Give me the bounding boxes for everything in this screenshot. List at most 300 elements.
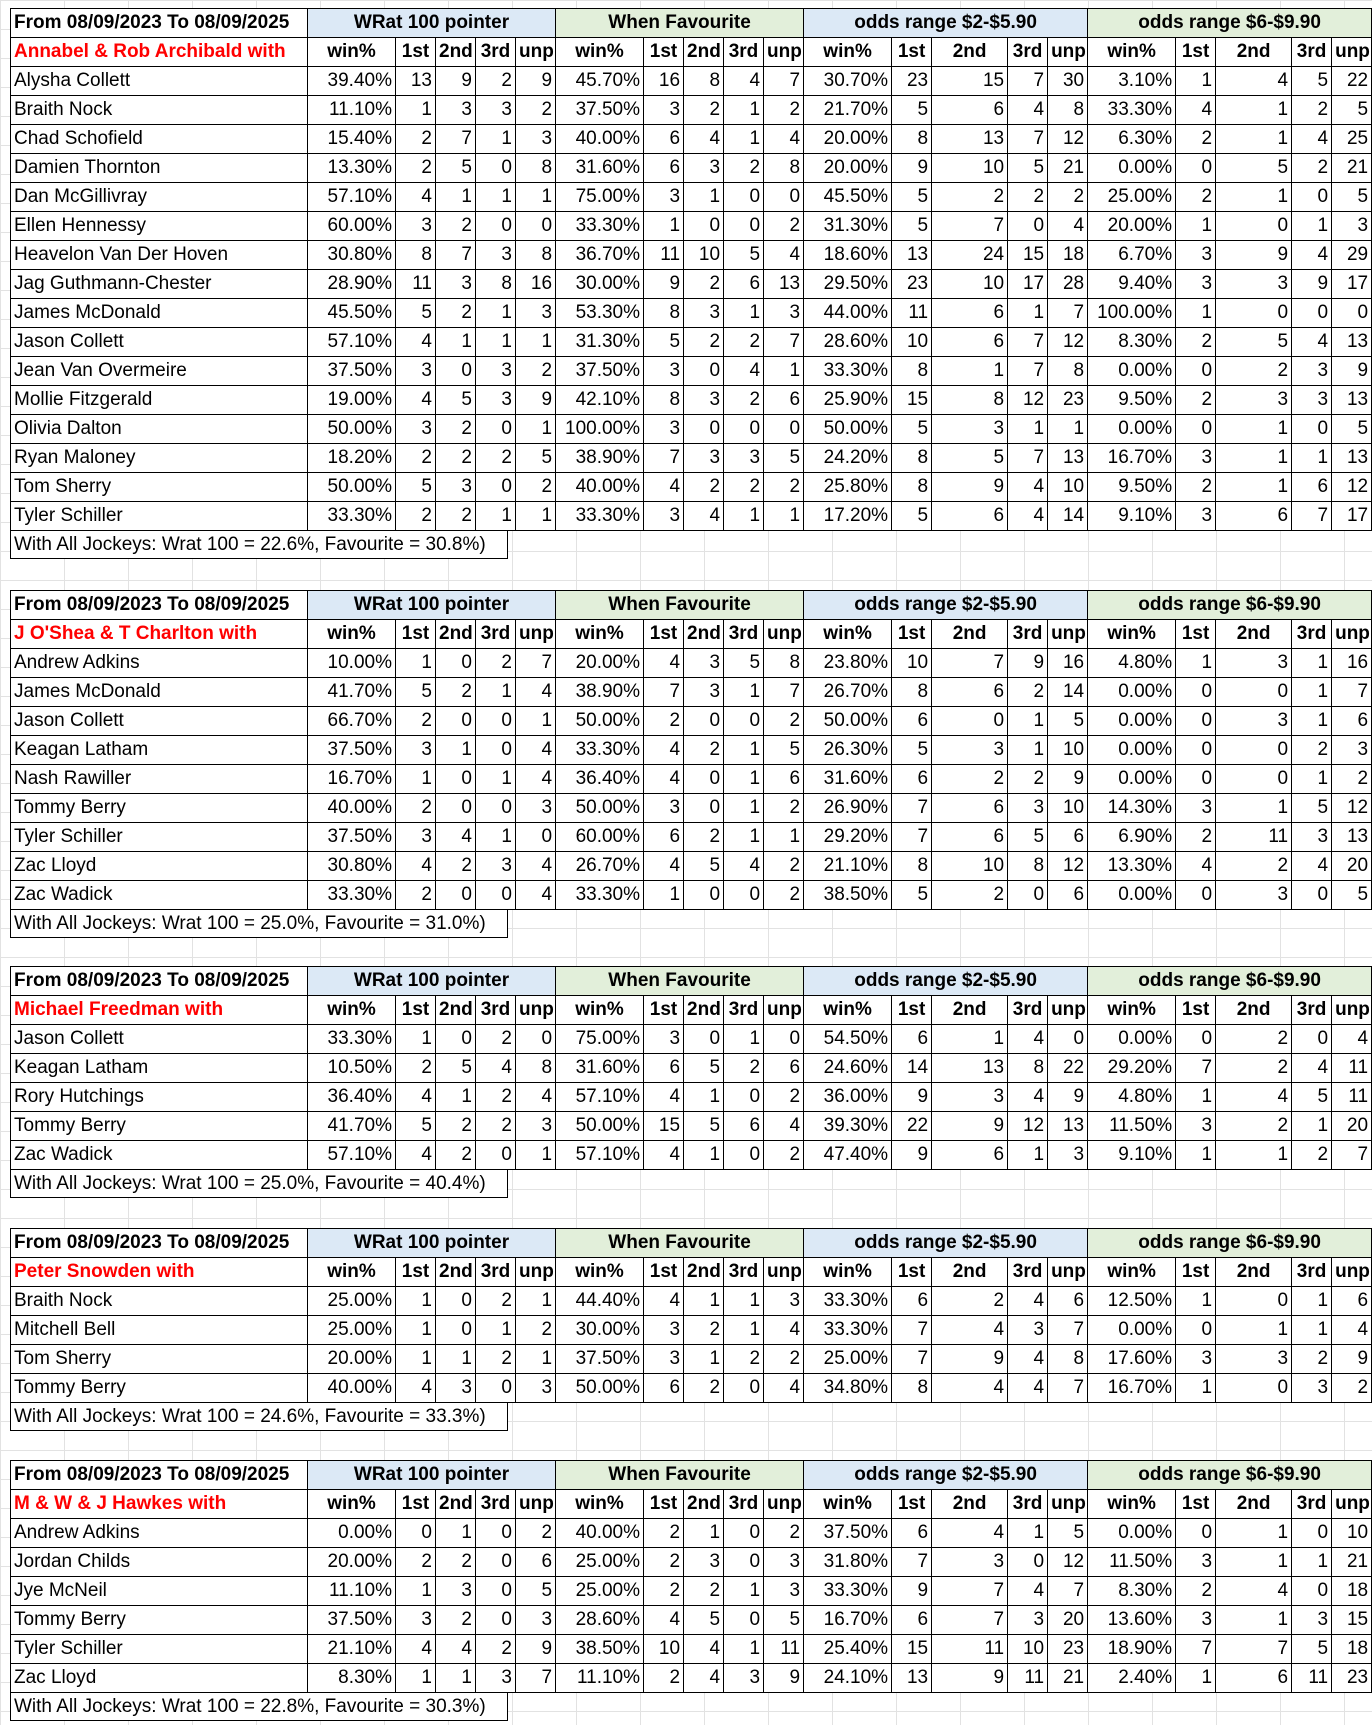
stat-cell: 4 — [396, 1141, 436, 1170]
stat-cell: 1 — [1008, 1519, 1048, 1548]
column-header: 2nd — [1216, 1490, 1292, 1519]
stat-cell: 0 — [476, 707, 516, 736]
stat-cell: 8 — [1008, 852, 1048, 881]
stat-cell: 3 — [1332, 736, 1372, 765]
stat-cell: 16.70% — [1088, 444, 1176, 473]
table-row — [11, 1374, 1372, 1403]
stat-cell: 9.40% — [1088, 270, 1176, 299]
stat-cell: 4 — [1048, 212, 1088, 241]
column-header: 2nd — [1216, 1258, 1292, 1287]
stat-cell: 24.60% — [804, 1054, 892, 1083]
stat-cell: 8 — [764, 649, 804, 678]
stat-cell: 4 — [396, 183, 436, 212]
stat-cell: 2 — [396, 502, 436, 531]
stat-cell: 13.30% — [308, 154, 396, 183]
stat-cell: 2 — [764, 1083, 804, 1112]
stat-cell: 1 — [476, 765, 516, 794]
stat-cell: 10.00% — [308, 649, 396, 678]
stat-cell: 1 — [724, 1577, 764, 1606]
trainer-jockey-table — [10, 590, 1372, 910]
table-row — [11, 183, 1372, 212]
stat-cell: 0 — [436, 1316, 476, 1345]
stat-cell: 0 — [684, 212, 724, 241]
stat-cell: 12 — [1008, 1112, 1048, 1141]
stat-cell: 2 — [396, 125, 436, 154]
stat-cell: 2 — [1332, 765, 1372, 794]
stat-cell: 4 — [724, 852, 764, 881]
jockey-name: Zac Lloyd — [11, 1664, 308, 1693]
stat-cell: 0 — [684, 881, 724, 910]
column-header: 2nd — [436, 38, 476, 67]
stat-cell: 5 — [396, 678, 436, 707]
stat-cell: 20.00% — [804, 125, 892, 154]
stat-cell: 0 — [476, 1577, 516, 1606]
column-header: 1st — [396, 620, 436, 649]
stat-cell: 1 — [436, 1519, 476, 1548]
stat-cell: 37.50% — [556, 1345, 644, 1374]
stat-cell: 0 — [764, 183, 804, 212]
table-row — [11, 1577, 1372, 1606]
all-jockeys-summary: With All Jockeys: Wrat 100 = 22.6%, Favourite = 30.8%) — [10, 531, 508, 559]
stat-cell: 0 — [476, 736, 516, 765]
stat-cell: 3 — [396, 823, 436, 852]
stat-cell: 1 — [724, 678, 764, 707]
stat-cell: 11 — [396, 270, 436, 299]
odds-range-low-header: odds range $2-$5.90 — [804, 967, 1088, 996]
stat-cell: 3 — [516, 299, 556, 328]
stat-cell: 26.30% — [804, 736, 892, 765]
stat-cell: 3 — [684, 1548, 724, 1577]
stat-cell: 3 — [436, 96, 476, 125]
stat-cell: 0 — [516, 1025, 556, 1054]
stat-cell: 26.70% — [804, 678, 892, 707]
stat-cell: 8.30% — [1088, 1577, 1176, 1606]
all-jockeys-summary: With All Jockeys: Wrat 100 = 25.0%, Favourite = 31.0%) — [10, 910, 508, 938]
stat-cell: 4 — [644, 1083, 684, 1112]
trainer-table-block — [10, 1460, 1372, 1721]
stat-cell: 0 — [1292, 1577, 1332, 1606]
stat-cell: 2 — [932, 765, 1008, 794]
stat-cell: 2 — [764, 881, 804, 910]
stat-cell: 12 — [1048, 125, 1088, 154]
stat-cell: 1 — [1176, 1664, 1216, 1693]
stat-cell: 8 — [764, 154, 804, 183]
column-header: 3rd — [724, 996, 764, 1025]
stat-cell: 4 — [1008, 1083, 1048, 1112]
stat-cell: 4 — [396, 386, 436, 415]
stat-cell: 0 — [1176, 1025, 1216, 1054]
stat-cell: 28.90% — [308, 270, 396, 299]
stat-cell: 0 — [1048, 1025, 1088, 1054]
stat-cell: 41.70% — [308, 678, 396, 707]
stat-cell: 2 — [436, 212, 476, 241]
stat-cell: 0 — [684, 765, 724, 794]
trainer-jockey-table — [10, 1460, 1372, 1693]
column-header: win% — [308, 1490, 396, 1519]
stat-cell: 11 — [644, 241, 684, 270]
table-row — [11, 1025, 1372, 1054]
stat-cell: 50.00% — [556, 1112, 644, 1141]
stat-cell: 6 — [724, 1112, 764, 1141]
stat-cell: 4 — [1216, 1577, 1292, 1606]
stat-cell: 6 — [892, 707, 932, 736]
odds-range-low-header: odds range $2-$5.90 — [804, 1461, 1088, 1490]
stat-cell: 2 — [436, 502, 476, 531]
table-row — [11, 1606, 1372, 1635]
trainer-name: M & W & J Hawkes with — [11, 1490, 308, 1519]
jockey-name: Jean Van Overmeire — [11, 357, 308, 386]
stat-cell: 0 — [436, 357, 476, 386]
stat-cell: 1 — [1216, 1548, 1292, 1577]
trainer-table-block — [10, 590, 1372, 938]
stat-cell: 1 — [644, 881, 684, 910]
stat-cell: 4 — [1008, 1287, 1048, 1316]
column-header: 2nd — [684, 1258, 724, 1287]
stat-cell: 10 — [892, 649, 932, 678]
stat-cell: 1 — [1292, 678, 1332, 707]
stat-cell: 8 — [892, 678, 932, 707]
stat-cell: 25 — [1332, 125, 1372, 154]
stat-cell: 2 — [1176, 473, 1216, 502]
stat-cell: 3 — [1216, 707, 1292, 736]
stat-cell: 9.10% — [1088, 502, 1176, 531]
stat-cell: 7 — [892, 1316, 932, 1345]
stat-cell: 0.00% — [1088, 1519, 1176, 1548]
stat-cell: 3 — [1292, 1374, 1332, 1403]
column-header: 1st — [396, 1490, 436, 1519]
trainer-table-block — [10, 8, 1372, 559]
column-header: unp — [1048, 620, 1088, 649]
column-header: unp — [516, 1258, 556, 1287]
column-header: 2nd — [1216, 996, 1292, 1025]
jockey-name: Alysha Collett — [11, 67, 308, 96]
stat-cell: 37.50% — [308, 736, 396, 765]
stat-cell: 11.10% — [308, 96, 396, 125]
stat-cell: 10 — [892, 328, 932, 357]
stat-cell: 6 — [932, 96, 1008, 125]
column-header: win% — [556, 1258, 644, 1287]
stat-cell: 11 — [1332, 1083, 1372, 1112]
table-row — [11, 386, 1372, 415]
stat-cell: 4 — [1332, 1025, 1372, 1054]
stat-cell: 4 — [1216, 67, 1292, 96]
stat-cell: 2 — [1176, 1577, 1216, 1606]
stat-cell: 1 — [1216, 444, 1292, 473]
stat-cell: 0 — [1216, 736, 1292, 765]
favourite-group-header: When Favourite — [556, 967, 804, 996]
trainer-table-block — [10, 1228, 1372, 1431]
stat-cell: 0 — [1216, 212, 1292, 241]
stat-cell: 6 — [764, 386, 804, 415]
stat-cell: 3 — [436, 270, 476, 299]
stat-cell: 3 — [764, 299, 804, 328]
table-row — [11, 1141, 1372, 1170]
stat-cell: 18 — [1048, 241, 1088, 270]
stat-cell: 7 — [1008, 125, 1048, 154]
stat-cell: 0 — [476, 415, 516, 444]
stat-cell: 16 — [644, 67, 684, 96]
stat-cell: 2 — [396, 881, 436, 910]
column-header: win% — [308, 1258, 396, 1287]
stat-cell: 4.80% — [1088, 1083, 1176, 1112]
stat-cell: 3 — [764, 1577, 804, 1606]
stat-cell: 7 — [932, 1577, 1008, 1606]
stat-cell: 3 — [1008, 1316, 1048, 1345]
column-header: unp — [1332, 38, 1372, 67]
stat-cell: 4 — [1292, 125, 1332, 154]
stat-cell: 1 — [436, 1345, 476, 1374]
stat-cell: 30.70% — [804, 67, 892, 96]
stat-cell: 1 — [684, 1141, 724, 1170]
subheader-row — [11, 1258, 1372, 1287]
stat-cell: 6 — [516, 1548, 556, 1577]
stat-cell: 1 — [724, 1635, 764, 1664]
column-header: 1st — [396, 38, 436, 67]
stat-cell: 37.50% — [308, 823, 396, 852]
header-row — [11, 591, 1372, 620]
stat-cell: 25.90% — [804, 386, 892, 415]
stat-cell: 3 — [644, 1345, 684, 1374]
stat-cell: 2 — [764, 473, 804, 502]
stat-cell: 1 — [1216, 125, 1292, 154]
column-header: 1st — [644, 38, 684, 67]
table-row — [11, 823, 1372, 852]
stat-cell: 33.30% — [1088, 96, 1176, 125]
stat-cell: 1 — [1292, 1112, 1332, 1141]
stat-cell: 0 — [1176, 1519, 1216, 1548]
stat-cell: 14 — [1048, 678, 1088, 707]
stat-cell: 2 — [1292, 1345, 1332, 1374]
stat-cell: 4 — [1008, 502, 1048, 531]
stat-cell: 0 — [684, 357, 724, 386]
stat-cell: 1 — [396, 1025, 436, 1054]
stat-cell: 2 — [396, 154, 436, 183]
stat-cell: 9 — [1008, 649, 1048, 678]
stat-cell: 2 — [1216, 1025, 1292, 1054]
favourite-group-header: When Favourite — [556, 9, 804, 38]
stat-cell: 1 — [396, 1345, 436, 1374]
stat-cell: 1 — [396, 1287, 436, 1316]
stat-cell: 7 — [1048, 1316, 1088, 1345]
stat-cell: 5 — [516, 444, 556, 473]
stat-cell: 45.50% — [804, 183, 892, 212]
stat-cell: 1 — [684, 183, 724, 212]
stat-cell: 0 — [724, 212, 764, 241]
stat-cell: 37.50% — [804, 1519, 892, 1548]
column-header: unp — [764, 1258, 804, 1287]
stat-cell: 5 — [1332, 881, 1372, 910]
stat-cell: 6 — [1048, 823, 1088, 852]
jockey-name: Zac Wadick — [11, 1141, 308, 1170]
stat-cell: 13 — [892, 1664, 932, 1693]
stat-cell: 4 — [684, 502, 724, 531]
table-row — [11, 154, 1372, 183]
jockey-name: Ryan Maloney — [11, 444, 308, 473]
stat-cell: 2 — [684, 736, 724, 765]
stat-cell: 3 — [396, 415, 436, 444]
stat-cell: 57.10% — [556, 1141, 644, 1170]
stat-cell: 5 — [1292, 794, 1332, 823]
date-range-label: From 08/09/2023 To 08/09/2025 — [11, 1461, 308, 1490]
header-row — [11, 9, 1372, 38]
column-header: unp — [1332, 1490, 1372, 1519]
stat-cell: 0 — [724, 1519, 764, 1548]
stat-cell: 4 — [764, 1112, 804, 1141]
column-header: 3rd — [1008, 996, 1048, 1025]
stat-cell: 7 — [1176, 1635, 1216, 1664]
column-header: 1st — [892, 1490, 932, 1519]
stat-cell: 21 — [1048, 154, 1088, 183]
stat-cell: 1 — [1292, 1287, 1332, 1316]
stat-cell: 0 — [724, 1548, 764, 1577]
stat-cell: 60.00% — [556, 823, 644, 852]
stat-cell: 12 — [1048, 1548, 1088, 1577]
stat-cell: 7 — [764, 328, 804, 357]
stat-cell: 2 — [764, 794, 804, 823]
jockey-name: Braith Nock — [11, 96, 308, 125]
jockey-name: Damien Thornton — [11, 154, 308, 183]
stat-cell: 5 — [1292, 67, 1332, 96]
stat-cell: 4 — [684, 1664, 724, 1693]
stat-cell: 2 — [516, 96, 556, 125]
stat-cell: 40.00% — [556, 125, 644, 154]
stat-cell: 5 — [436, 154, 476, 183]
stat-cell: 4 — [644, 1606, 684, 1635]
stat-cell: 4 — [684, 125, 724, 154]
favourite-group-header: When Favourite — [556, 1229, 804, 1258]
stat-cell: 13 — [1332, 328, 1372, 357]
jockey-name: Heavelon Van Der Hoven — [11, 241, 308, 270]
stat-cell: 36.40% — [556, 765, 644, 794]
stat-cell: 4 — [516, 678, 556, 707]
column-header: unp — [1048, 1258, 1088, 1287]
stat-cell: 0 — [436, 794, 476, 823]
stat-cell: 18.20% — [308, 444, 396, 473]
header-row — [11, 967, 1372, 996]
stat-cell: 20.00% — [804, 154, 892, 183]
stat-cell: 1 — [1176, 1374, 1216, 1403]
stat-cell: 10.50% — [308, 1054, 396, 1083]
stat-cell: 21.10% — [308, 1635, 396, 1664]
stat-cell: 4 — [764, 125, 804, 154]
stat-cell: 6 — [644, 1054, 684, 1083]
stat-cell: 9 — [1048, 765, 1088, 794]
stat-cell: 3 — [1176, 1345, 1216, 1374]
stat-cell: 8.30% — [1088, 328, 1176, 357]
stat-cell: 9 — [644, 270, 684, 299]
stat-cell: 7 — [1176, 1054, 1216, 1083]
stat-cell: 0 — [724, 1606, 764, 1635]
stat-cell: 2 — [684, 473, 724, 502]
stat-cell: 21.70% — [804, 96, 892, 125]
column-header: 2nd — [684, 38, 724, 67]
stat-cell: 0 — [476, 881, 516, 910]
stat-cell: 5 — [436, 386, 476, 415]
stat-cell: 2 — [436, 415, 476, 444]
stat-cell: 2 — [396, 794, 436, 823]
stat-cell: 1 — [1008, 736, 1048, 765]
stat-cell: 1 — [1008, 415, 1048, 444]
stat-cell: 2 — [644, 1548, 684, 1577]
stat-cell: 7 — [932, 212, 1008, 241]
stat-cell: 3 — [684, 299, 724, 328]
column-header: 3rd — [1008, 1258, 1048, 1287]
table-row — [11, 1316, 1372, 1345]
column-header: win% — [308, 620, 396, 649]
stat-cell: 33.30% — [556, 881, 644, 910]
stat-cell: 40.00% — [308, 794, 396, 823]
stat-cell: 7 — [892, 1345, 932, 1374]
column-header: win% — [556, 996, 644, 1025]
stat-cell: 2 — [1216, 852, 1292, 881]
stat-cell: 5 — [1216, 154, 1292, 183]
stat-cell: 2 — [932, 881, 1008, 910]
stat-cell: 6 — [644, 823, 684, 852]
stat-cell: 33.30% — [556, 736, 644, 765]
stat-cell: 15.40% — [308, 125, 396, 154]
stat-cell: 0 — [436, 649, 476, 678]
stat-cell: 20.00% — [1088, 212, 1176, 241]
stat-cell: 9 — [892, 154, 932, 183]
stat-cell: 31.80% — [804, 1548, 892, 1577]
stat-cell: 16 — [1048, 649, 1088, 678]
stat-cell: 9 — [932, 1664, 1008, 1693]
stat-cell: 1 — [1292, 649, 1332, 678]
stat-cell: 12 — [1048, 852, 1088, 881]
stat-cell: 1 — [476, 823, 516, 852]
stat-cell: 3 — [516, 1606, 556, 1635]
stat-cell: 4 — [396, 1635, 436, 1664]
stat-cell: 1 — [1176, 1287, 1216, 1316]
column-header: unp — [764, 1490, 804, 1519]
stat-cell: 3 — [932, 736, 1008, 765]
stat-cell: 25.00% — [308, 1316, 396, 1345]
stat-cell: 2 — [1176, 823, 1216, 852]
stat-cell: 6 — [1332, 707, 1372, 736]
table-row — [11, 1664, 1372, 1693]
stat-cell: 5 — [1332, 183, 1372, 212]
stat-cell: 8 — [932, 386, 1008, 415]
stat-cell: 0 — [1216, 765, 1292, 794]
stat-cell: 9 — [1216, 241, 1292, 270]
stat-cell: 2 — [476, 1287, 516, 1316]
stat-cell: 3 — [1292, 1606, 1332, 1635]
stat-cell: 4 — [1292, 328, 1332, 357]
stat-cell: 38.90% — [556, 444, 644, 473]
stat-cell: 0 — [724, 1141, 764, 1170]
stat-cell: 7 — [644, 678, 684, 707]
column-header: win% — [556, 38, 644, 67]
column-header: 3rd — [1008, 1490, 1048, 1519]
stat-cell: 6 — [644, 125, 684, 154]
stat-cell: 3 — [1292, 357, 1332, 386]
stat-cell: 6 — [1216, 1664, 1292, 1693]
stat-cell: 7 — [1292, 502, 1332, 531]
stat-cell: 17.20% — [804, 502, 892, 531]
stat-cell: 1 — [436, 1664, 476, 1693]
stat-cell: 37.50% — [308, 357, 396, 386]
stat-cell: 3 — [684, 154, 724, 183]
stat-cell: 8 — [892, 125, 932, 154]
stat-cell: 1 — [1216, 794, 1292, 823]
stat-cell: 9.50% — [1088, 473, 1176, 502]
stat-cell: 0.00% — [1088, 707, 1176, 736]
stat-cell: 20 — [1048, 1606, 1088, 1635]
table-row — [11, 270, 1372, 299]
stat-cell: 5 — [724, 649, 764, 678]
stat-cell: 20.00% — [308, 1345, 396, 1374]
stat-cell: 4 — [764, 1374, 804, 1403]
